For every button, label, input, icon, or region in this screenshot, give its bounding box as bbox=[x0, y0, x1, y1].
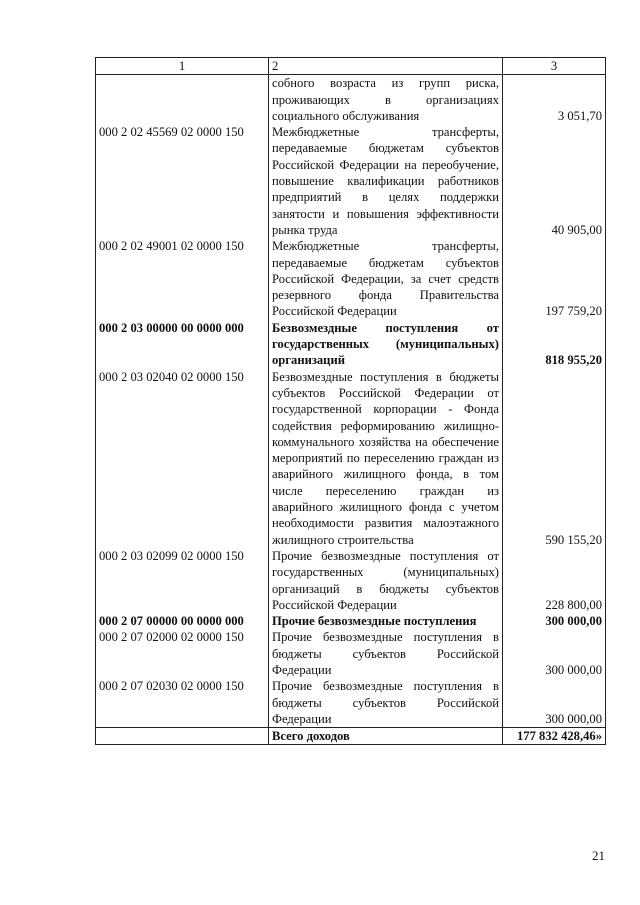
amount: 228 800,00 bbox=[503, 548, 606, 613]
revenue-description: Межбюджетные трансферты, передаваемые бюджетам субъектов Российской Федерации на переобучение, повышение квалификации работников предприятий в целях поддержки занятости и повышения эффективности рынка труда bbox=[269, 124, 503, 238]
revenue-table-body bbox=[96, 58, 606, 745]
budget-code: 000 2 07 02030 02 0000 150 bbox=[96, 678, 269, 727]
column-header-2: 2 bbox=[269, 58, 503, 75]
revenue-description: Прочие безвозмездные поступления от государственных (муниципальных) организаций в бюджеты субъектов Российской Федерации bbox=[269, 548, 503, 613]
table-row bbox=[96, 320, 606, 369]
table-row bbox=[96, 124, 606, 238]
revenue-description: Межбюджетные трансферты, передаваемые бюджетам субъектов Российской Федерации, за счет средств резервного фонда Правительства Российской Федерации bbox=[269, 238, 503, 319]
budget-code: 000 2 02 49001 02 0000 150 bbox=[96, 238, 269, 319]
column-header-1: 1 bbox=[96, 58, 269, 75]
total-label: Всего доходов bbox=[269, 728, 503, 745]
table-row bbox=[96, 629, 606, 678]
budget-code: 000 2 03 02040 02 0000 150 bbox=[96, 369, 269, 548]
table-row bbox=[96, 678, 606, 727]
revenue-table bbox=[95, 57, 606, 745]
total-code-cell bbox=[96, 728, 269, 745]
revenue-description: Прочие безвозмездные поступления bbox=[269, 613, 503, 629]
amount: 3 051,70 bbox=[503, 75, 606, 124]
table-row bbox=[96, 548, 606, 613]
column-header-3: 3 bbox=[503, 58, 606, 75]
table-row bbox=[96, 238, 606, 319]
amount: 40 905,00 bbox=[503, 124, 606, 238]
budget-code bbox=[96, 75, 269, 124]
budget-code: 000 2 07 00000 00 0000 000 bbox=[96, 613, 269, 629]
page-number: 21 bbox=[592, 848, 605, 863]
revenue-description: Безвозмездные поступления от государственных (муниципальных) организаций bbox=[269, 320, 503, 369]
revenue-description: Прочие безвозмездные поступления в бюджеты субъектов Российской Федерации bbox=[269, 629, 503, 678]
amount: 300 000,00 bbox=[503, 629, 606, 678]
budget-code: 000 2 03 00000 00 0000 000 bbox=[96, 320, 269, 369]
budget-code: 000 2 02 45569 02 0000 150 bbox=[96, 124, 269, 238]
table-row bbox=[96, 613, 606, 629]
table-header-row bbox=[96, 58, 606, 75]
amount: 818 955,20 bbox=[503, 320, 606, 369]
budget-code: 000 2 07 02000 02 0000 150 bbox=[96, 629, 269, 678]
table-row bbox=[96, 369, 606, 548]
total-amount: 177 832 428,46» bbox=[503, 728, 606, 745]
total-row bbox=[96, 728, 606, 745]
budget-code: 000 2 03 02099 02 0000 150 bbox=[96, 548, 269, 613]
amount: 590 155,20 bbox=[503, 369, 606, 548]
amount: 300 000,00 bbox=[503, 613, 606, 629]
table-row bbox=[96, 75, 606, 124]
revenue-description: собного возраста из групп риска, проживающих в организациях социального обслуживания bbox=[269, 75, 503, 124]
amount: 197 759,20 bbox=[503, 238, 606, 319]
revenue-description: Безвозмездные поступления в бюджеты субъектов Российской Федерации от государственной корпорации - Фонда содействия реформированию жилищно-коммунального хозяйства на обеспечение мероприятий по переселению граждан из аварийного жилищного фонда, в том числе переселению граждан из аварийного жилищного фонда с учетом необходимости развития малоэтажного жилищного строительства bbox=[269, 369, 503, 548]
revenue-description: Прочие безвозмездные поступления в бюджеты субъектов Российской Федерации bbox=[269, 678, 503, 727]
amount: 300 000,00 bbox=[503, 678, 606, 727]
